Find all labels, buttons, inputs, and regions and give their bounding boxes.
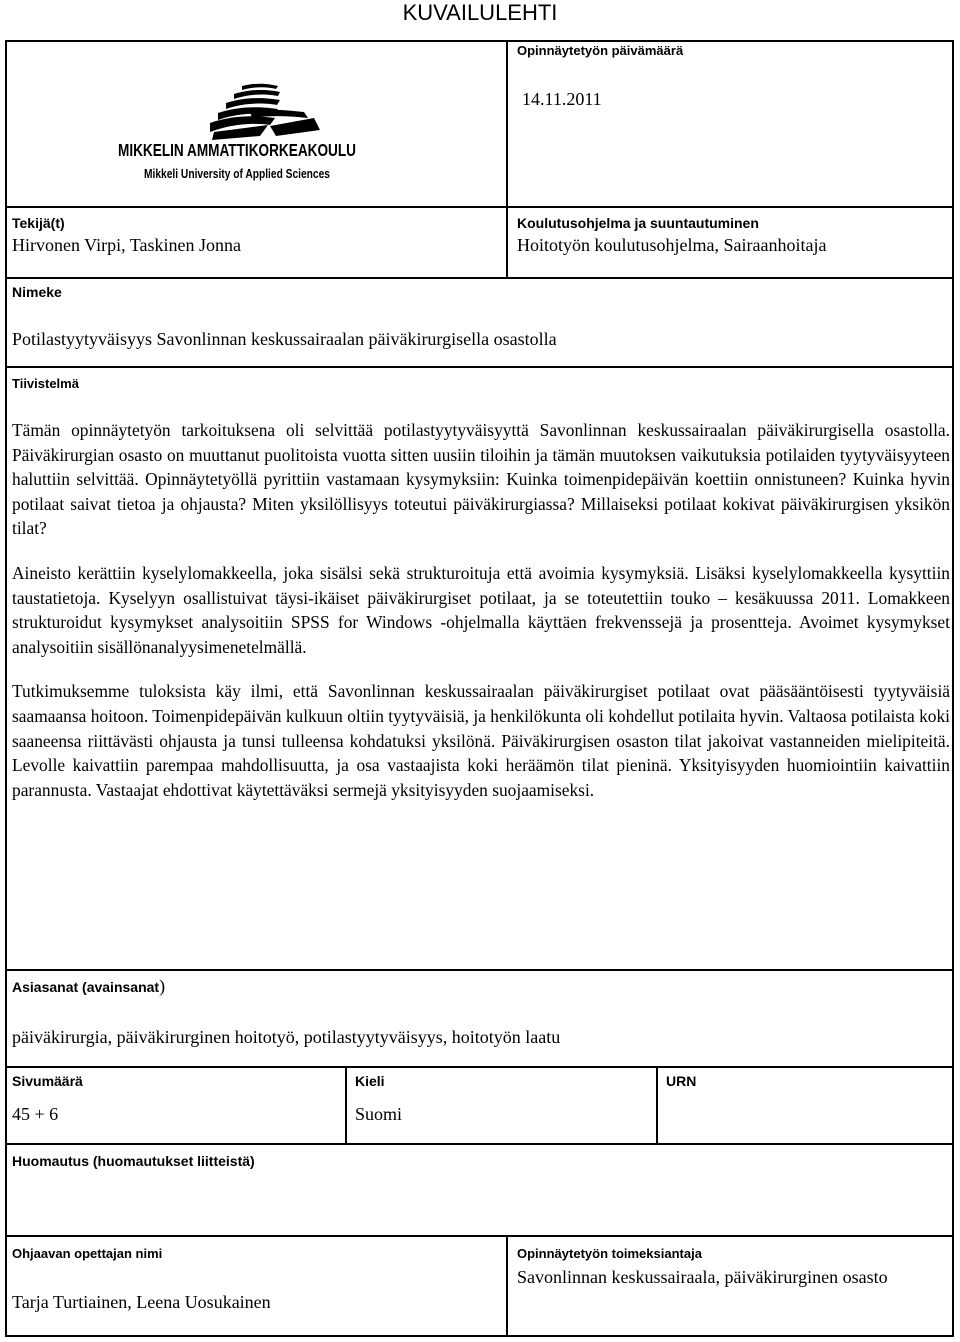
programme-value: Hoitotyön koulutusohjelma, Sairaanhoitaja <box>517 235 827 255</box>
keywords-value: päiväkirurgia, päiväkirurginen hoitotyö, potilastyytyväisyys, hoitotyön laatu <box>12 1027 561 1047</box>
commissioner-label: Opinnäytetyön toimeksiantaja <box>517 1246 702 1261</box>
divider <box>506 40 508 278</box>
abstract-body <box>12 418 950 822</box>
authors-label: Tekijä(t) <box>12 215 65 231</box>
divider <box>5 1235 954 1237</box>
divider <box>5 366 954 368</box>
page-count-value: 45 + 6 <box>12 1104 59 1124</box>
authors-value: Hirvonen Virpi, Taskinen Jonna <box>12 235 241 255</box>
commissioner-value: Savonlinnan keskussairaala, päiväkirurginen osasto <box>517 1267 888 1287</box>
supervisor-label: Ohjaavan opettajan nimi <box>12 1246 163 1261</box>
logo-name-fi: MIKKELIN AMMATTIKORKEAKOULU <box>118 140 356 160</box>
divider <box>5 969 954 971</box>
university-logo <box>118 80 360 184</box>
divider <box>5 1066 954 1068</box>
divider <box>5 277 954 279</box>
divider <box>5 206 954 208</box>
abstract-paragraph: Tämän opinnäytetyön tarkoituksena oli selvittää potilastyytyväisyyttä Savonlinnan keskussairaalan päiväkirurgisella osastolla. Päiväkirurgian osasto on muuttanut puolitoista vuotta sitten uusiin tiloihin ja tämän muutoksen vaikutuksia potilaiden tyytyväisyyteen haluttiin selvittää. Opinnäytetyöllä pyrittiin vastamaan kysymyksiin: Kuinka toimenpidepäivän koettiin onnistuneen? Kuinka hyvin potilaat saivat tietoa ja ohjausta? Miten yksilöllisyys toteutui päiväkirurgiassa? Millaiseksi potilaat kokivat päiväkirurgisen yksikön tilat? <box>12 420 950 539</box>
programme-label: Koulutusohjelma ja suuntautuminen <box>517 215 759 231</box>
urn-label: URN <box>666 1073 697 1089</box>
page-title: KUVAILULEHTI <box>402 0 558 25</box>
divider <box>506 1235 508 1337</box>
abstract-label: Tiivistelmä <box>12 376 79 391</box>
divider <box>345 1066 347 1144</box>
logo-mark-icon <box>118 80 360 184</box>
divider <box>656 1066 658 1144</box>
page-count-label: Sivumäärä <box>12 1073 83 1089</box>
logo-name-en: Mikkeli University of Applied Sciences <box>144 167 331 181</box>
keywords-label-text: Asiasanat (avainsanat <box>12 979 160 995</box>
abstract-paragraph: Tutkimuksemme tuloksista käy ilmi, että Savonlinnan keskussairaalan päiväkirurgiset potilaat ovat pääsääntöisesti tyytyväisiä saamaansa hoitoon. Toimenpidepäivän kulkuun oltiin tyytyväisiä, ja henkilökunta oli kohdellut potilaita hyvin. Valtaosa potilaista koki saaneensa riittävästi ohjausta ja tunsi tulleensa kohdatuksi yksilönä. Päiväkirurgisen osaston tilat jakoivat vastanneiden mielipiteitä. Levolle kaivattiin parempaa mahdollisuutta, ja osa vastaajista koki heräämön tilat pieninä. Yksityisyyden huomiointiin kaivattiin parannusta. Vastaajat ehdottivat käytettäväksi sermejä yksityisyyden suojaamiseksi. <box>12 681 950 800</box>
keywords-label-paren: ) <box>159 976 166 996</box>
thesis-title-label: Nimeke <box>12 284 62 300</box>
notes-label: Huomautus (huomautukset liitteistä) <box>12 1153 255 1169</box>
divider <box>5 1143 954 1145</box>
language-value: Suomi <box>355 1104 403 1124</box>
language-label: Kieli <box>355 1073 385 1089</box>
date-label: Opinnäytetyön päivämäärä <box>517 43 684 58</box>
supervisor-value: Tarja Turtiainen, Leena Uosukainen <box>12 1292 271 1312</box>
keywords-label <box>12 978 165 996</box>
thesis-title-value: Potilastyytyväisyys Savonlinnan keskussairaalan päiväkirurgisella osastolla <box>12 329 557 349</box>
date-value: 14.11.2011 <box>522 89 602 109</box>
abstract-paragraph: Aineisto kerättiin kyselylomakkeella, joka sisälsi sekä strukturoituja että avoimia kysymyksiä. Lisäksi kyselylomakkeella kysyttiin taustatietoja. Kyselyyn osallistuivat täysi-ikäiset päiväkirurgiset potilaat, ja se toteutettiin touko – kesäkuussa 2011. Lomakkeen strukturoidut kysymykset analysoitiin SPSS for Windows -ohjelmalla käyttäen frekvenssejä ja prosentteja. Avoimet kysymykset analysoitiin sisällönanalyysimenetelmällä. <box>12 562 950 657</box>
